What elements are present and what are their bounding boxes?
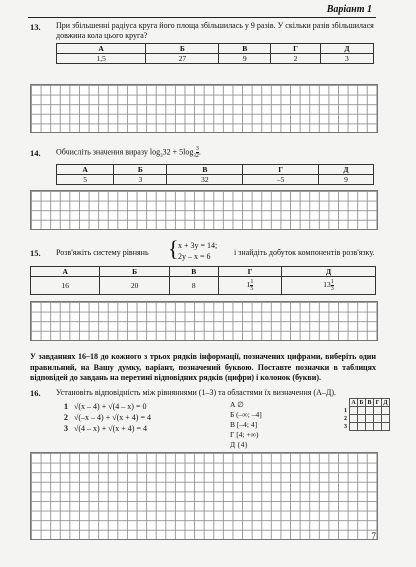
q16-cell[interactable] [382, 407, 390, 415]
q16-cell[interactable] [366, 423, 374, 431]
q13-text: При збільшенні радіуса круга його площа збільшилась у 9 разів. У скільки разів збільшилася довжина кола цього круга? [56, 21, 374, 40]
q16-row-1: 1 [344, 407, 347, 414]
q16-cell[interactable] [374, 407, 382, 415]
q14-letter-d: Д [318, 165, 373, 175]
q14-fraction [196, 146, 199, 159]
q16-col-a: А [351, 399, 356, 406]
q14-expr-mid: 32 + 5log [162, 147, 194, 157]
q13-number: 13. [30, 22, 41, 32]
q15-text-prefix: Розв'яжіть систему рівнянь [56, 248, 149, 257]
q14-answer-d: 9 [318, 175, 373, 185]
q15-letter-a: А [31, 267, 100, 277]
q16-answer-matrix [342, 398, 390, 431]
q13-letter-g: Г [271, 44, 321, 54]
q14-frac-num: 3 [195, 146, 199, 152]
q16-text: Установіть відповідність між рівняннями (1–3) та областями їх визначення (А–Д). [56, 388, 336, 397]
q16-option-d: Д {4} [230, 440, 248, 449]
q15-letter-d: Д [282, 267, 376, 277]
q13-answer-b: 27 [146, 54, 219, 64]
q14-expr-log1: log [149, 147, 161, 157]
q13-answer-v: 9 [219, 54, 271, 64]
header-rule [28, 17, 376, 18]
q16-equation-3 [64, 424, 147, 433]
q13-letter-b: Б [146, 44, 219, 54]
q15-answer-d-den: 3 [330, 286, 334, 292]
q13-work-grid[interactable] [30, 84, 378, 133]
q16-eq3-text: √(4 – x) + √(x + 4) = 4 [74, 424, 147, 433]
q13-answer-a: 1,5 [57, 54, 146, 64]
q15-answer-g [218, 277, 281, 295]
q15-answer-a: 16 [31, 277, 100, 295]
q13-answer-g: 2 [271, 54, 321, 64]
q14-answer-v: 32 [167, 175, 243, 185]
q16-cell[interactable] [366, 415, 374, 423]
q16-option-g: Г [4; +∞) [230, 430, 259, 439]
q16-eq1-text: √(x – 4) + √(4 – x) = 0 [74, 402, 147, 411]
q16-col-b: Б [358, 399, 366, 407]
q14-letter-g: Г [243, 165, 319, 175]
q16-cell[interactable] [382, 415, 390, 423]
q16-row-2: 2 [344, 415, 347, 422]
q15-answer-d [282, 277, 376, 295]
q16-cell[interactable] [350, 423, 358, 431]
q16-row-3: 3 [344, 423, 347, 430]
q16-eq2-number: 2 [64, 413, 68, 422]
q16-option-a: А ∅ [230, 400, 244, 409]
q14-expr-base2: 3 [193, 153, 196, 159]
q16-cell[interactable] [350, 415, 358, 423]
q14-expr-base1: 3 [160, 153, 163, 159]
q16-cell[interactable] [374, 415, 382, 423]
q15-answer-g-whole: 1 [246, 280, 251, 290]
q16-option-b: Б (–∞; –4] [230, 410, 262, 419]
q14-letter-v: В [167, 165, 243, 175]
q16-cell[interactable] [382, 423, 390, 431]
q16-cell[interactable] [366, 407, 374, 415]
variant-label: Варіант 1 [326, 4, 372, 15]
q14-answer-a: 5 [57, 175, 114, 185]
q14-letter-a: А [57, 165, 114, 175]
q13-letter-d: Д [320, 44, 373, 54]
q16-cell[interactable] [374, 423, 382, 431]
q15-answer-d-frac [331, 279, 334, 292]
q14-number: 14. [30, 148, 41, 158]
q16-cell[interactable] [358, 407, 366, 415]
q16-col-d: Д [383, 399, 388, 406]
q16-number: 16. [30, 388, 41, 398]
q14-answer-g: –5 [243, 175, 319, 185]
page-number: 7 [371, 531, 376, 541]
q16-work-grid[interactable] [30, 452, 378, 540]
q16-equation-2 [64, 413, 151, 422]
q16-col-v: В [367, 399, 372, 406]
q13-answer-table [56, 43, 374, 64]
q13-letter-v: В [219, 44, 271, 54]
q16-equation-1 [64, 402, 146, 411]
q15-answer-v: 8 [169, 277, 218, 295]
q14-text: Обчисліть значення виразу $\log_332 + 5\log_3$ $\frac{3}{2}$ . [56, 146, 201, 159]
q15-answer-g-num: 1 [250, 279, 254, 285]
q15-letter-v: В [169, 267, 218, 277]
q14-answer-table [56, 164, 374, 185]
q15-answer-d-whole: 13 [323, 280, 331, 290]
q15-text-suffix: і знайдіть добуток компонентів розв'язку. [234, 248, 375, 257]
q16-eq2-text: √(–x – 4) + √(x + 4) = 4 [74, 413, 151, 422]
q15-letter-g: Г [218, 267, 281, 277]
q15-eq2: 2y – x = 6 [178, 252, 211, 261]
q13-answer-d: 3 [320, 54, 373, 64]
q15-answer-b: 20 [100, 277, 169, 295]
q16-cell[interactable] [350, 407, 358, 415]
q14-answer-b: 3 [114, 175, 167, 185]
q16-cell[interactable] [358, 415, 366, 423]
q16-col-g: Г [374, 399, 382, 407]
q14-text-prefix: Обчисліть значення виразу [56, 147, 148, 157]
q15-answer-g-frac [250, 279, 253, 292]
q15-number: 15. [30, 248, 41, 258]
q16-cell[interactable] [358, 423, 366, 431]
q14-work-grid[interactable] [30, 190, 378, 230]
q15-answer-d-num: 1 [330, 279, 334, 285]
q15-answer-table [30, 266, 376, 295]
q15-system-brace: { [168, 236, 179, 261]
q14-frac-den: 2 [195, 153, 199, 159]
q15-letter-b: Б [100, 267, 169, 277]
q15-answer-g-den: 5 [250, 286, 254, 292]
q16-eq1-number: 1 [64, 402, 68, 411]
q16-matrix-corner [342, 399, 350, 407]
q15-eq1: x + 3y = 14; [178, 241, 218, 250]
instructions-16-18: У завданнях 16–18 до кожного з трьох рядків інформації, позначених цифрами, виберіть один правильний, на Вашу думку, варіант, позначений буквою. Поставте позначки в таблицях відповідей до завдань на перетині відповідних рядків (цифри) і колонок (букви). [30, 352, 376, 382]
q16-option-v: В [–4; 4] [230, 420, 258, 429]
q13-letter-a: А [57, 44, 146, 54]
q16-eq3-number: 3 [64, 424, 68, 433]
q15-work-grid[interactable] [30, 301, 378, 341]
q14-letter-b: Б [114, 165, 167, 175]
